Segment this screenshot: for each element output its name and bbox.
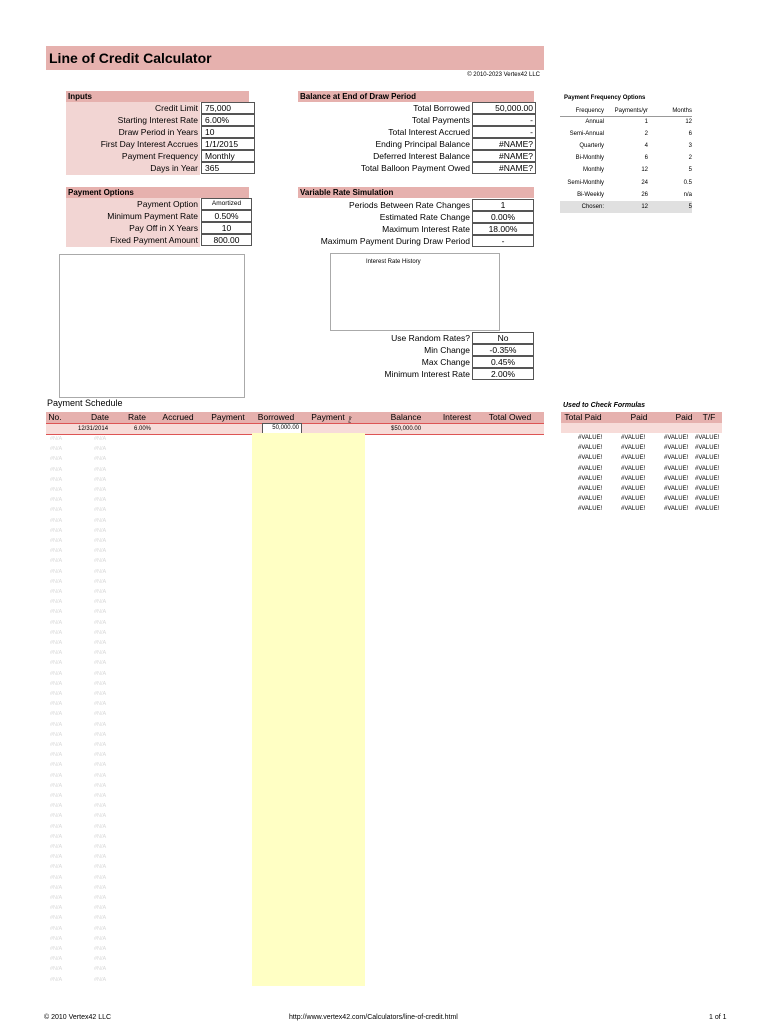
check-value-cell: #VALUE! [695,496,720,503]
na-date-cell: #N/A [94,660,107,667]
na-date-cell: #N/A [94,436,107,442]
freq-cell: 5 [688,167,692,174]
schedule-header-cell: No. [48,412,62,422]
na-date-cell: #N/A [94,956,107,963]
variable-rate-label: Estimated Rate Change [379,212,470,222]
na-number-cell: #N/A [50,793,63,799]
na-date-cell: #N/A [94,884,107,891]
na-number-cell: #N/A [50,619,63,626]
check-value-cell: #VALUE! [621,465,646,472]
check-value-cell: #VALUE! [578,475,603,482]
na-number-cell: #N/A [50,813,63,820]
na-date-cell: #N/A [94,803,107,810]
input-label: Draw Period in Years [118,127,198,137]
copyright-notice: © 2010-2023 Vertex42 LLC [467,72,540,78]
na-number-cell: #N/A [50,487,63,493]
na-date-cell: #N/A [94,629,107,636]
balance-label: Total Interest Accrued [388,127,470,137]
payment-option-label: Pay Off in X Years [129,223,198,233]
na-date-cell: #N/A [94,670,107,677]
check-value-cell: #VALUE! [664,435,689,441]
check-header-cell: Paid [630,412,648,422]
freq-cell: Chosen: [581,203,604,210]
check-value-cell: #VALUE! [695,435,720,441]
na-number-cell: #N/A [50,476,63,483]
na-date-cell: #N/A [94,558,107,565]
balance-chart-area[interactable] [59,254,245,398]
na-number-cell: #N/A [50,629,63,636]
na-date-cell: #N/A [94,711,107,718]
na-number-cell: #N/A [50,640,63,646]
freq-cell: 0.5 [683,179,692,186]
na-date-cell: #N/A [94,833,107,840]
na-date-cell: #N/A [94,854,107,861]
freq-cell: 26 [641,191,648,198]
input-input[interactable]: 75,000 [201,102,255,114]
na-number-cell: #N/A [50,538,63,544]
na-number-cell: #N/A [50,670,63,677]
na-number-cell: #N/A [50,956,63,963]
balance-header: Balance at End of Draw Period [298,91,534,102]
na-date-cell: #N/A [94,752,107,759]
na-number-cell: #N/A [50,721,63,728]
na-date-cell: #N/A [94,599,107,606]
na-date-cell: #N/A [94,538,107,544]
check-value-cell: #VALUE! [664,465,689,472]
freq-cell: 24 [641,179,648,186]
na-date-cell: #N/A [94,742,107,748]
freq-cell: Bi-Monthly [575,155,604,162]
na-date-cell: #N/A [94,864,107,871]
na-date-cell: #N/A [94,487,107,493]
na-number-cell: #N/A [50,782,63,789]
check-value-cell: #VALUE! [695,486,720,492]
input-input[interactable]: 10 [201,126,255,138]
freq-cell: 4 [644,143,648,150]
balance-label: Total Payments [411,115,470,125]
payment-option-input[interactable]: Amortized [201,198,252,210]
na-number-cell: #N/A [50,701,63,708]
na-number-cell: #N/A [50,558,63,565]
na-date-cell: #N/A [94,946,107,952]
na-number-cell: #N/A [50,976,63,983]
na-date-cell: #N/A [94,782,107,789]
check-value-cell: #VALUE! [695,455,720,462]
check-value-cell: #VALUE! [621,475,646,482]
variable-rate-input[interactable]: 18.00% [472,223,534,235]
balance-label: Deferred Interest Balance [373,151,470,161]
check-value-cell: #VALUE! [664,475,689,482]
na-date-cell: #N/A [94,650,107,657]
freq-cell: 12 [685,119,692,125]
schedule-header-cell: Date [91,412,109,422]
variable-rate-label: Maximum Payment During Draw Period [320,236,470,246]
freq-cell: 2 [644,131,648,138]
random-rate-label: Use Random Rates? [391,333,470,343]
check-value-cell: #VALUE! [621,506,646,513]
inputs-header: Inputs [66,91,249,102]
na-date-cell: #N/A [94,823,107,830]
na-number-cell: #N/A [50,446,63,453]
payment-option-label: Payment Option [137,199,198,209]
na-date-cell: #N/A [94,609,107,616]
freq-cell: Bi-Weekly [577,191,604,198]
check-value-cell: #VALUE! [578,445,603,452]
na-number-cell: #N/A [50,854,63,861]
na-date-cell: #N/A [94,925,107,932]
na-date-cell: #N/A [94,527,107,534]
na-number-cell: #N/A [50,609,63,616]
footer-page: 1 of 1 [709,1014,727,1021]
input-input[interactable]: Monthly [201,150,255,162]
na-date-cell: #N/A [94,935,107,942]
na-date-cell: #N/A [94,589,107,595]
variable-rate-label: Periods Between Rate Changes [349,200,470,210]
na-date-cell: #N/A [94,701,107,708]
na-number-cell: #N/A [50,742,63,748]
na-date-cell: #N/A [94,874,107,881]
schedule-header-cell: Borrowed [257,412,295,422]
schedule-header-cell: Accrued [162,412,194,422]
freq-cell: 6 [688,131,692,138]
freq-header-cell: Frequency [575,108,604,114]
na-number-cell: #N/A [50,905,63,912]
payment-option-input[interactable]: 0.50% [201,210,252,222]
na-number-cell: #N/A [50,946,63,952]
na-number-cell: #N/A [50,966,63,973]
check-value-cell: #VALUE! [664,496,689,503]
schedule-header-cell: Balance [390,412,422,422]
balance-input[interactable]: - [472,126,536,138]
na-number-cell: #N/A [50,844,63,850]
na-date-cell: #N/A [94,507,107,514]
na-number-cell: #N/A [50,568,63,575]
na-date-cell: #N/A [94,844,107,850]
na-date-cell: #N/A [94,905,107,912]
na-date-cell: #N/A [94,721,107,728]
check-value-cell: #VALUE! [578,465,603,472]
na-number-cell: #N/A [50,895,63,901]
input-label: Payment Frequency [121,151,198,161]
na-number-cell: #N/A [50,731,63,738]
check-value-cell: #VALUE! [664,486,689,492]
freq-cell: 2 [688,155,692,162]
first-row-rate: 6.00% [134,426,152,432]
page-title: Line of Credit Calculator [49,50,212,66]
random-rate-input[interactable]: 0.45% [472,356,534,368]
check-value-cell: #VALUE! [578,506,603,513]
freq-header-cell: Months [672,108,692,114]
na-number-cell: #N/A [50,548,63,555]
na-number-cell: #N/A [50,915,63,922]
freq-header-cell: Payments/yr [614,108,648,114]
na-date-cell: #N/A [94,793,107,799]
check-value-cell: #VALUE! [695,506,720,513]
na-number-cell: #N/A [50,497,63,504]
schedule-header-row [46,412,544,423]
na-date-cell: #N/A [94,568,107,575]
na-date-cell: #N/A [94,762,107,769]
check-value-cell: #VALUE! [621,445,646,452]
na-date-cell: #N/A [94,772,107,779]
na-number-cell: #N/A [50,884,63,891]
na-date-cell: #N/A [94,966,107,973]
check-header-cell: Total Paid [564,412,602,422]
schedule-header-cell: Interest [442,412,472,422]
freq-cell: Monthly [582,167,604,174]
balance-label: Ending Principal Balance [375,139,470,149]
freq-cell: 6 [644,155,648,162]
check-title: Used to Check Formulas [563,402,646,409]
footer-copyright: © 2010 Vertex42 LLC [44,1014,112,1021]
check-header-cell: T/F [702,412,716,422]
na-date-cell: #N/A [94,466,107,473]
check-value-cell: #VALUE! [578,435,603,441]
payment-options-header: Payment Options [66,187,249,198]
na-number-cell: #N/A [50,762,63,769]
payment-option-input[interactable]: 10 [201,222,252,234]
check-value-cell: #VALUE! [621,496,646,503]
na-number-cell: #N/A [50,517,63,524]
random-rate-label: Min Change [424,345,470,355]
na-date-cell: #N/A [94,680,107,687]
na-date-cell: #N/A [94,813,107,820]
input-label: Starting Interest Rate [117,115,198,125]
check-value-cell: #VALUE! [621,486,646,492]
variable-rate-input[interactable]: 1 [472,199,534,211]
payment-option-label: Minimum Payment Rate [107,211,198,221]
schedule-header-cell: Rate [128,412,146,422]
first-row-borrowed-input[interactable]: 50,000.00 [262,423,302,434]
first-row-date: 12/31/2014 [78,426,109,432]
na-date-cell: #N/A [94,476,107,483]
variable-rate-input[interactable]: - [472,235,534,247]
check-value-cell: #VALUE! [664,445,689,452]
balance-input[interactable]: #NAME? [472,138,536,150]
na-date-cell: #N/A [94,619,107,626]
extra-payment-input-column[interactable] [252,433,365,986]
input-label: Days in Year [150,163,198,173]
na-number-cell: #N/A [50,823,63,830]
payment-option-input[interactable]: 800.00 [201,234,252,246]
check-value-cell: #VALUE! [664,506,689,513]
freq-cell: 1 [644,119,648,125]
schedule-title: Payment Schedule [47,398,123,408]
na-number-cell: #N/A [50,752,63,759]
na-date-cell: #N/A [94,731,107,738]
na-number-cell: #N/A [50,466,63,473]
first-row-balance: $50,000.00 [391,426,422,432]
check-header-cell: Paid [675,412,693,422]
na-number-cell: #N/A [50,803,63,810]
na-number-cell: #N/A [50,680,63,687]
na-date-cell: #N/A [94,578,107,585]
na-number-cell: #N/A [50,874,63,881]
na-date-cell: #N/A [94,976,107,983]
na-number-cell: #N/A [50,650,63,657]
footer-url[interactable]: http://www.vertex42.com/Calculators/line-of-credit.html [289,1014,458,1021]
freq-cell: n/a [683,191,692,198]
random-rate-label: Minimum Interest Rate [384,369,470,379]
na-number-cell: #N/A [50,527,63,534]
freq-cell: Semi-Annual [569,131,604,138]
na-number-cell: #N/A [50,925,63,932]
na-date-cell: #N/A [94,517,107,524]
freq-cell: 12 [641,203,648,210]
na-number-cell: #N/A [50,864,63,871]
vertical-note: Pay [346,416,352,423]
variable-rate-input[interactable]: 0.00% [472,211,534,223]
na-number-cell: #N/A [50,691,63,697]
schedule-header-cell: Total Owed [488,412,532,422]
freq-cell: Semi-Monthly [567,179,604,186]
input-input[interactable]: 365 [201,162,255,174]
balance-input[interactable]: #NAME? [472,150,536,162]
na-number-cell: #N/A [50,599,63,606]
freq-cell: 12 [641,167,648,174]
random-rate-input[interactable]: No [472,332,534,344]
balance-label: Total Balloon Payment Owed [360,163,470,173]
input-input[interactable]: 6.00% [201,114,255,126]
balance-input[interactable]: #NAME? [472,162,536,174]
check-value-cell: #VALUE! [578,486,603,492]
na-date-cell: #N/A [94,548,107,555]
na-number-cell: #N/A [50,456,63,463]
na-number-cell: #N/A [50,436,63,442]
check-value-cell: #VALUE! [578,496,603,503]
check-value-cell: #VALUE! [695,445,720,452]
check-header-row [561,412,722,423]
freq-cell: 3 [688,143,692,150]
na-date-cell: #N/A [94,446,107,453]
na-date-cell: #N/A [94,895,107,901]
chart-title: Interest Rate History [366,259,421,265]
na-date-cell: #N/A [94,456,107,463]
freq-cell: 5 [688,203,692,210]
random-rate-input[interactable]: 2.00% [472,368,534,380]
variable-rate-header: Variable Rate Simulation [298,187,534,198]
check-value-cell: #VALUE! [695,465,720,472]
balance-input[interactable]: 50,000.00 [472,102,536,114]
na-date-cell: #N/A [94,915,107,922]
schedule-header-cell: Payment [211,412,245,422]
na-number-cell: #N/A [50,578,63,585]
check-value-cell: #VALUE! [578,455,603,462]
variable-rate-label: Maximum Interest Rate [382,224,470,234]
random-rate-input[interactable]: -0.35% [472,344,534,356]
check-value-cell: #VALUE! [695,475,720,482]
balance-label: Total Borrowed [413,103,470,113]
na-date-cell: #N/A [94,691,107,697]
input-label: First Day Interest Accrues [100,139,198,149]
random-rate-label: Max Change [421,357,470,367]
schedule-header-cell: Payment [311,412,345,422]
na-number-cell: #N/A [50,711,63,718]
na-date-cell: #N/A [94,497,107,504]
check-first-row [561,423,722,433]
check-value-cell: #VALUE! [621,455,646,462]
na-number-cell: #N/A [50,589,63,595]
na-number-cell: #N/A [50,660,63,667]
payment-option-label: Fixed Payment Amount [110,235,198,245]
na-number-cell: #N/A [50,507,63,514]
check-value-cell: #VALUE! [664,455,689,462]
na-number-cell: #N/A [50,833,63,840]
freq-cell: Quarterly [579,143,604,150]
na-number-cell: #N/A [50,772,63,779]
balance-input[interactable]: - [472,114,536,126]
check-value-cell: #VALUE! [621,435,646,441]
input-input[interactable]: 1/1/2015 [201,138,255,150]
input-label: Credit Limit [155,103,198,113]
freq-cell: Annual [585,119,604,125]
freq-options-title: Payment Frequency Options [564,95,646,101]
na-number-cell: #N/A [50,935,63,942]
interest-rate-chart[interactable] [330,253,500,331]
na-date-cell: #N/A [94,640,107,646]
